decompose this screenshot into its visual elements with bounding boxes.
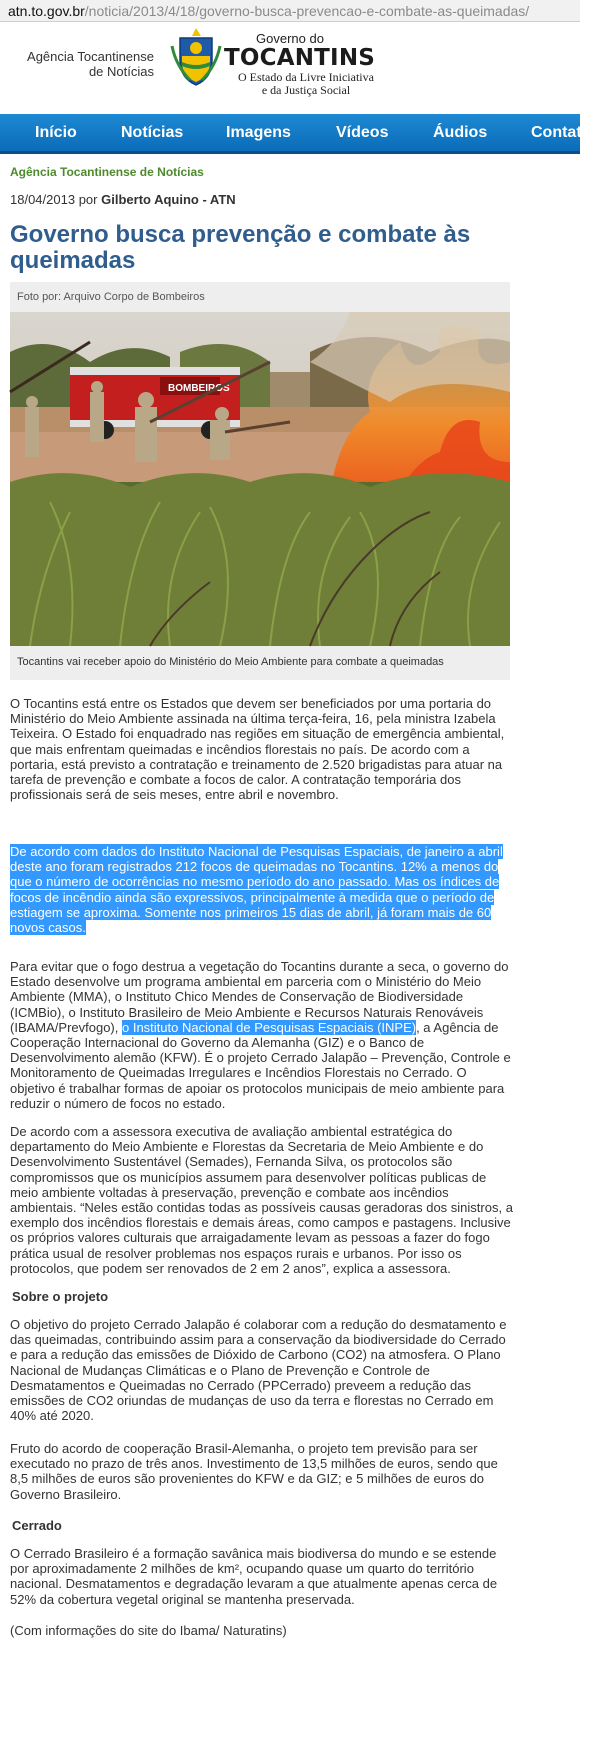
subheading-projeto: Sobre o projeto — [12, 1289, 109, 1304]
nav-item-videos[interactable]: Vídeos — [336, 124, 389, 141]
paragraph-3 — [10, 959, 515, 1111]
firefighters-photo[interactable] — [10, 312, 510, 646]
paragraph-5: O objetivo do projeto Cerrado Jalapão é colaborar com a redução do desmatamento e das queimadas, contribuindo assim para a conservação da biodiversidade do Cerrado e para a redução das emissões de Dióxido de Carbono (CO2) na atmosfera. O Plano Nacional de Mudanças Climáticas e o Plano de Prevenção e Controle de Desmatamentos e Queimadas no Cerrado (PPCerrado) preveem a redução das emissões de CO2 oriundas de mudanças de uso da terra e florestas no Cerrado em 40% até 2020. — [10, 1317, 507, 1424]
main-nav — [0, 114, 591, 154]
address-bar[interactable] — [0, 0, 580, 22]
article-date: 18/04/2013 — [10, 192, 76, 207]
gov-prefix: Governo do — [256, 31, 324, 46]
nav-item-inicio[interactable]: Início — [35, 124, 77, 141]
gov-name: TOCANTINS — [224, 45, 376, 71]
nav-item-contato[interactable]: Contato — [531, 124, 591, 141]
article-author: Gilberto Aquino - ATN — [101, 192, 236, 207]
byline — [10, 192, 236, 207]
nav-item-audios[interactable]: Áudios — [433, 124, 488, 141]
agency-logo-text[interactable] — [8, 49, 154, 79]
photo-caption: Tocantins vai receber apoio do Ministério do Meio Ambiente para combate a queimadas — [17, 656, 444, 668]
government-logo — [224, 32, 384, 97]
agency-name-line1: Agência Tocantinense — [27, 49, 154, 64]
selected-text-inpe[interactable]: o Instituto Nacional de Pesquisas Espaciais (INPE) — [121, 1019, 417, 1035]
paragraph-6: Fruto do acordo de cooperação Brasil-Alemanha, o projeto tem previsão para ser executado no prazo de três anos. Investimento de 13,5 milhões de euros, sendo que 8,5 milhões de euros são provenientes do KFW e da GIZ; e 5 milhões de euros do Governo Brasileiro. — [10, 1441, 498, 1502]
paragraph-3-start: Para evitar que o fogo destrua a vegetação do Tocantins durante a seca, o governo do Estado desenvolve um programa ambiental em parceria com o Ministério do Meio Ambiente (MMA), o Instituto Chico Mendes de Conservação de Biodiversidade (ICMBio), o Instituto Brasileiro de Meio Ambiente e Recursos Naturais Renováveis (IBAMA/Prevfogo), — [10, 959, 509, 1035]
photo-credit: Foto por: Arquivo Corpo de Bombeiros — [17, 291, 205, 303]
gov-slogan-line1: O Estado da Livre Iniciativa — [238, 70, 374, 84]
gov-slogan-line2: e da Justiça Social — [261, 83, 351, 97]
paragraph-1: O Tocantins está entre os Estados que devem ser beneficiados por uma portaria do Ministério do Meio Ambiente assinada na última terça-feira, 16, pela ministra Izabela Teixeira. O Estado foi enquadrado nas regiões em situação de emergência ambiental, que mais enfrentam queimadas e incêndios florestais no país. De acordo com a portaria, está previsto a contratação e treinamento de 2.520 brigadistas para atuar na tarefa de prevenção e combate a focos de calor. A contratação temporária dos profissionais será de seis meses, entre abril e novembro. — [10, 696, 505, 803]
photo-figure — [10, 282, 510, 680]
nav-item-imagens[interactable]: Imagens — [226, 124, 291, 141]
selected-text[interactable]: De acordo com dados do Instituto Nacional de Pesquisas Espaciais, de janeiro a abril deste ano foram registrados 212 focos de queimadas no Tocantins. 12% a menos do que o número de ocorrências no mesmo período do ano passado. Mas os índices de focos de incêndio ainda são expressivos, principalmente à medida que o período de estiagem se aproxima. Somente nos primeiros 15 dias de abril, já foram mais de 60 novos casos. — [10, 844, 503, 936]
agency-name-line2: de Notícias — [88, 64, 154, 79]
page-title: Governo busca prevenção e combate às queimadas — [10, 221, 471, 274]
url-host: atn.to.gov.br — [8, 3, 85, 19]
subheading-cerrado: Cerrado — [12, 1518, 62, 1533]
paragraph-2 — [10, 844, 515, 935]
tocantins-crest-icon — [170, 26, 222, 88]
paragraph-8: (Com informações do site do Ibama/ Naturatins) — [10, 1623, 287, 1638]
url-path: /noticia/2013/4/18/governo-busca-prevencao-e-combate-as-queimadas/ — [84, 3, 530, 19]
truck-label: BOMBEIROS — [168, 383, 230, 394]
byline-by: por — [78, 192, 98, 207]
breadcrumb[interactable]: Agência Tocantinense de Notícias — [10, 165, 204, 179]
paragraph-4: De acordo com a assessora executiva de avaliação ambiental estratégica do departamento do Meio Ambiente e Florestas da Secretaria de Meio Ambiente e do Desenvolvimento Sustentável (Semades), Fernanda Silva, os protocolos são compromissos que os municípios assumem para desenvolver políticas publicas de meio ambiente voltadas à preservação, prevenção e combate aos incêndios ambientais. “Neles estão contidas todas as possíveis causas geradoras dos sinistros, a exemplo dos incêndios florestais e demais áreas, como campos e pastagens. Inclusive os próprios valores culturais que arraigadamente levam as pessoas a fazer do fogo prática usual de resolver problemas nos espaços rurais e urbanos. Por isso os protocolos, que podem ser renovados de 2 em 2 anos”, explica a assessora. — [10, 1124, 513, 1276]
gov-slogan — [224, 71, 384, 97]
paragraph-3-end: , a Agência de Cooperação Internacional do Governo da Alemanha (GIZ) e o Banco de Desenvolvimento alemão (KFW). É o projeto Cerrado Jalapão – Prevenção, Controle e Monitoramento de Queimadas Irregulares e Incêndios Florestais no Cerrado. O objetivo é trabalhar formas de apoiar os protocolos municipais de meio ambiente para reduzir o número de focos no estado. — [10, 1019, 511, 1111]
paragraph-7: O Cerrado Brasileiro é a formação savânica mais biodiversa do mundo e se estende por aproximadamente 2 milhões de km², ocupando quase um quarto do território nacional. Desmatamentos e degradação levaram a que atualmente apenas cerca de 52% da cobertura vegetal original se mantenha preservada. — [10, 1546, 498, 1607]
nav-item-noticias[interactable]: Notícias — [121, 124, 184, 141]
site-header — [0, 22, 580, 114]
